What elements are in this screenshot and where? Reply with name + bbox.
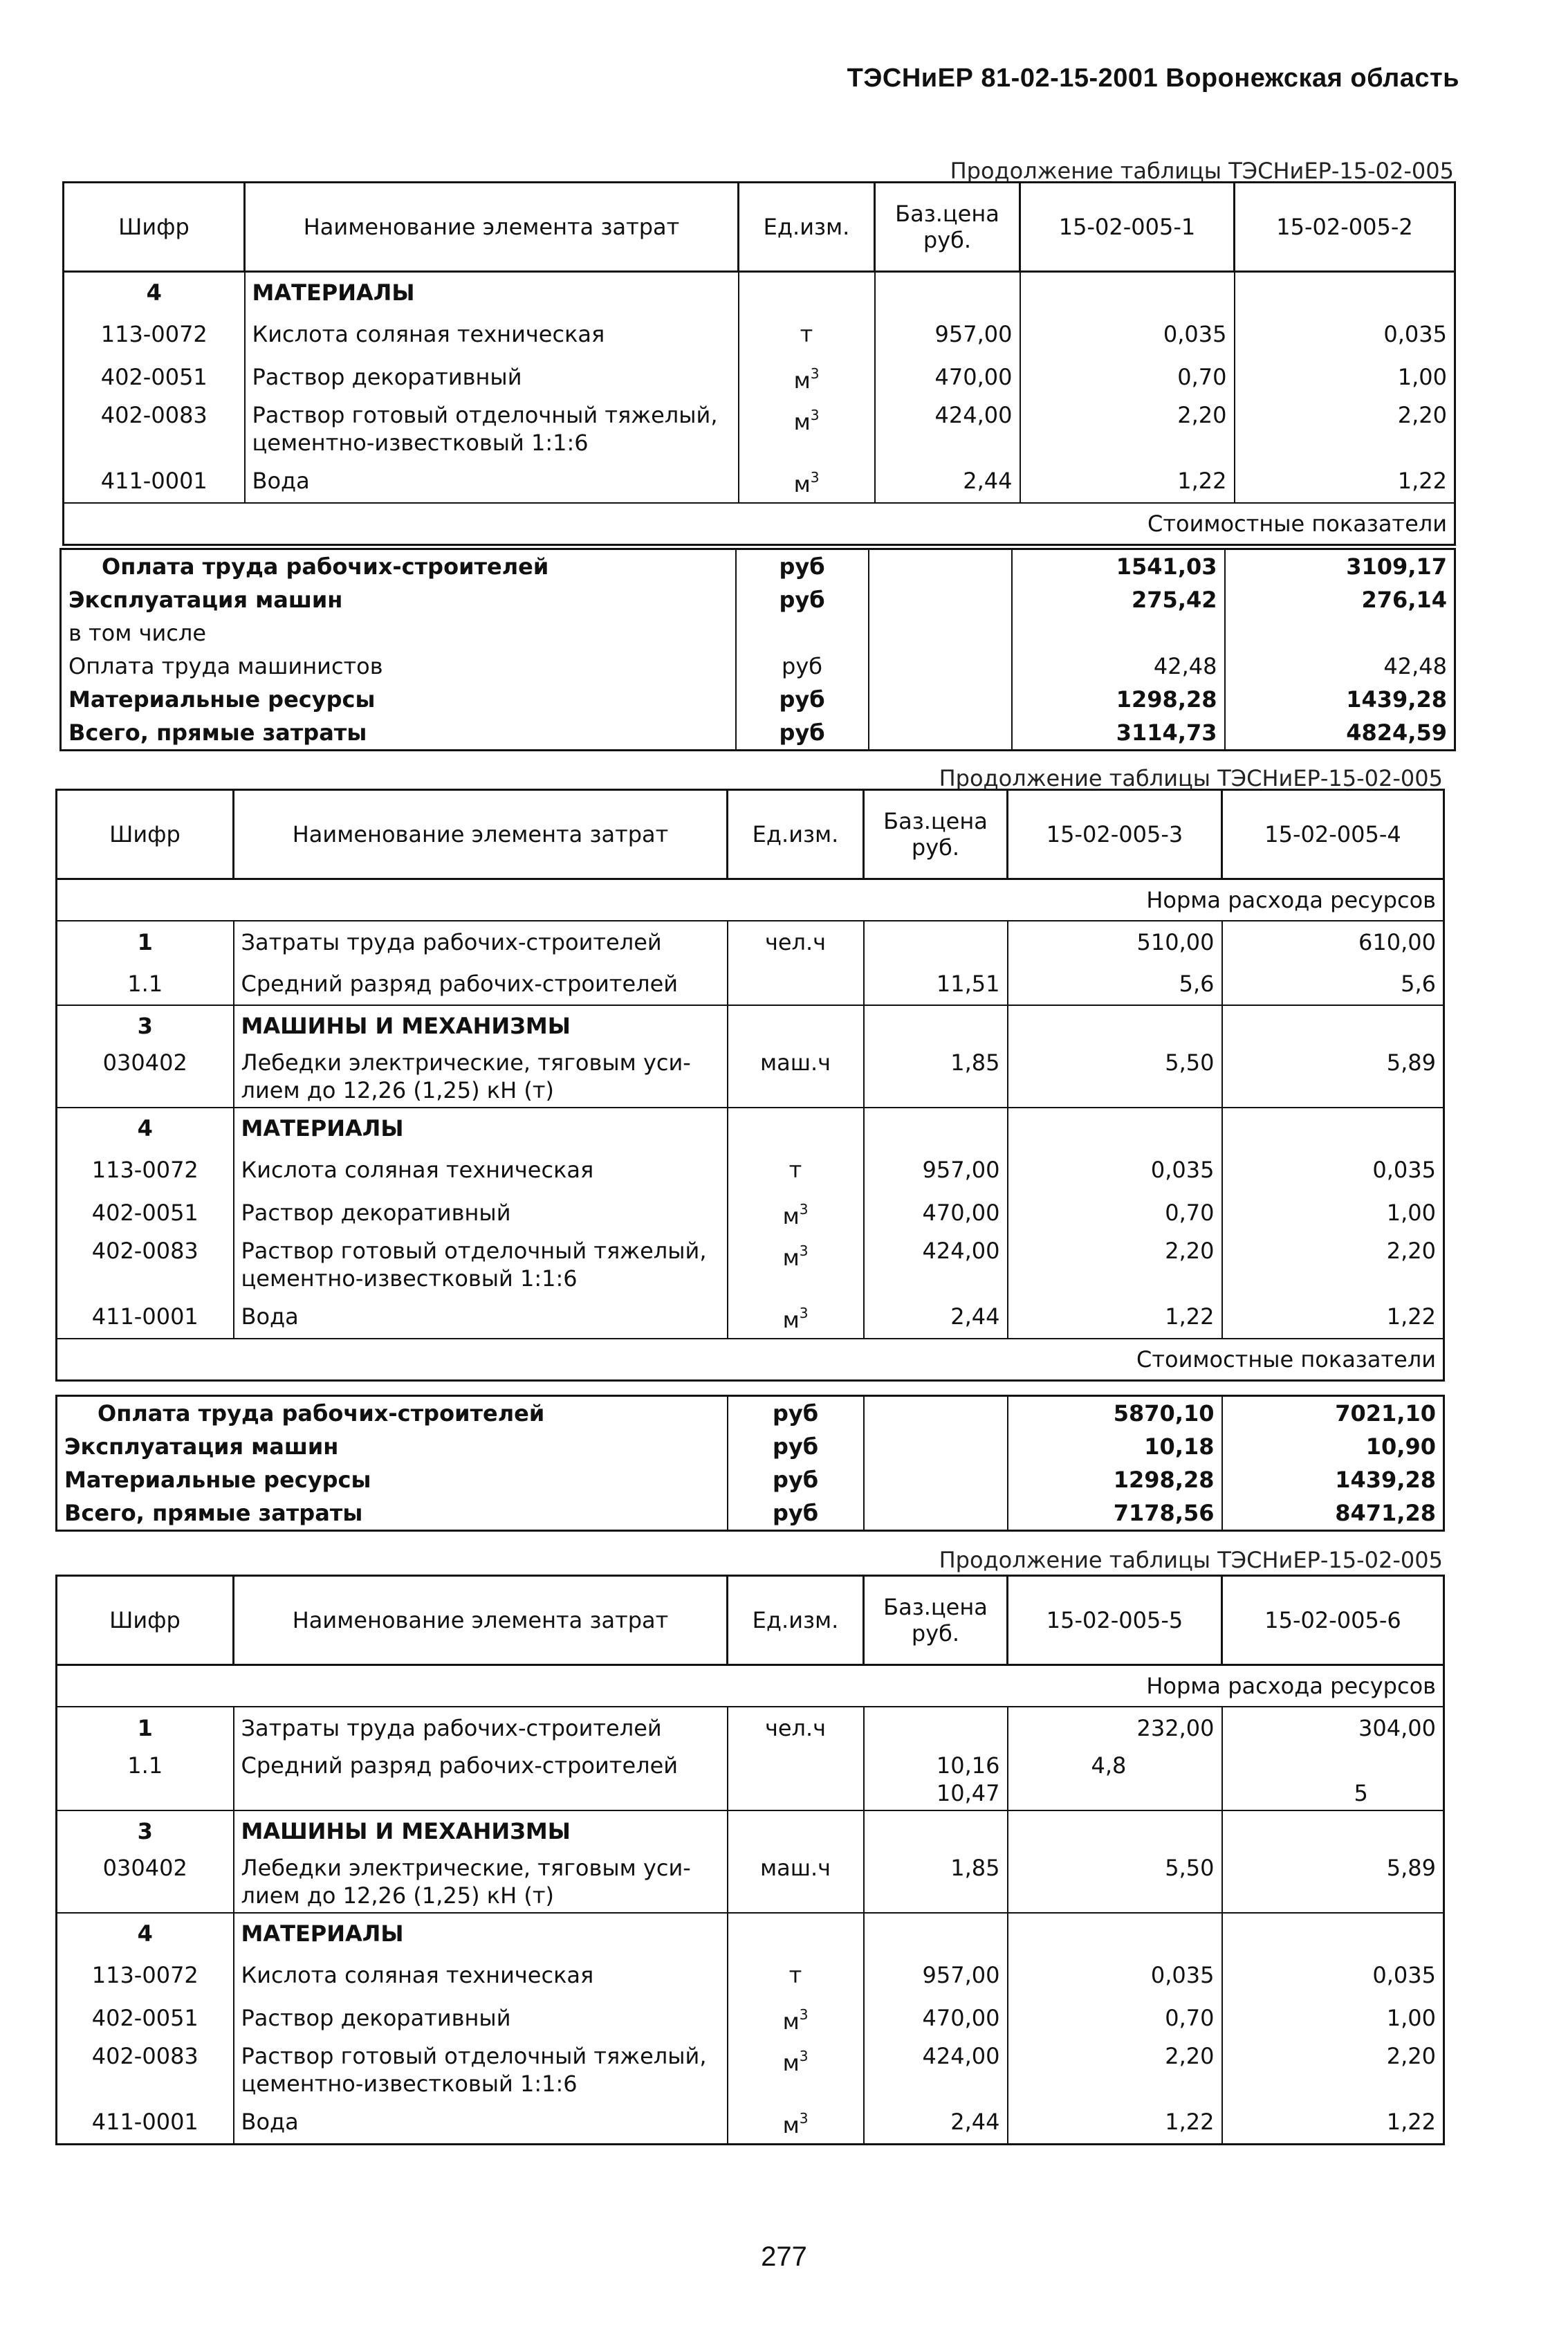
table-row: 030402 Лебедки электрические, тяговым уси- лием до 12,26 (1,25) кН (т) маш.ч 1,85 5,50 5,89 xyxy=(57,1851,1444,1913)
section-row-machines: 3 МАШИНЫ И МЕХАНИЗМЫ xyxy=(57,1810,1444,1851)
page-title: ТЭСНиЕР 81-02-15-2001 Воронежская область xyxy=(847,64,1459,93)
cost-row: Оплата труда рабочих-строителей руб 5870,10 7021,10 xyxy=(57,1396,1444,1431)
col-norm-a-header: 15-02-005-1 xyxy=(1020,183,1235,272)
cost-row: Оплата труда рабочих-строителей руб 1541,03 3109,17 xyxy=(61,549,1455,584)
section-row-materials: 4 МАТЕРИАЛЫ xyxy=(64,272,1455,313)
cost-row: Эксплуатация машин руб 10,18 10,90 xyxy=(57,1430,1444,1463)
table-continuation-caption: Продолжение таблицы ТЭСНиЕР-15-02-005 xyxy=(939,765,1443,791)
table-row: 402-0051 Раствор декоративный $м^3$ 470,00 0,70 1,00 xyxy=(64,356,1455,398)
cost-table-2 xyxy=(55,1395,1445,1532)
col-code-header: Шифр xyxy=(57,790,234,879)
table-row: 1 Затраты труда рабочих-строителей чел.ч 510,00 610,00 xyxy=(57,921,1444,963)
page-number: 277 xyxy=(761,2241,807,2272)
cost-row: Материальные ресурсы руб 1298,28 1439,28 xyxy=(61,683,1455,716)
col-norm-a-header: 15-02-005-5 xyxy=(1008,1576,1222,1665)
table-row: 113-0072 Кислота соляная техническая т 957,00 0,035 0,035 xyxy=(57,1954,1444,1997)
table-row: 030402 Лебедки электрические, тяговым уси- лием до 12,26 (1,25) кН (т) маш.ч 1,85 5,50 5,89 xyxy=(57,1046,1444,1108)
cost-indicators-band: Стоимостные показатели xyxy=(64,503,1455,545)
col-price-header: Баз.цена руб. xyxy=(875,183,1020,272)
table-row: 411-0001 Вода $м^3$ 2,44 1,22 1,22 xyxy=(57,2100,1444,2145)
table-header-row xyxy=(57,1576,1444,1665)
cost-row: Всего, прямые затраты руб 7178,56 8471,28 xyxy=(57,1496,1444,1531)
col-name-header: Наименование элемента затрат xyxy=(245,183,739,272)
col-price-header: Баз.цена руб. xyxy=(864,790,1008,879)
resource-norm-band: Норма расхода ресурсов xyxy=(57,879,1444,921)
table-row: 113-0072 Кислота соляная техническая т 957,00 0,035 0,035 xyxy=(64,313,1455,356)
col-name-header: Наименование элемента затрат xyxy=(234,1576,728,1665)
col-norm-b-header: 15-02-005-2 xyxy=(1235,183,1455,272)
table-row: 113-0072 Кислота соляная техническая т 957,00 0,035 0,035 xyxy=(57,1148,1444,1191)
table-continuation-caption: Продолжение таблицы ТЭСНиЕР-15-02-005 xyxy=(950,158,1454,184)
table-row: 1 Затраты труда рабочих-строителей чел.ч 232,00 304,00 xyxy=(57,1707,1444,1749)
table-row: 1.1 Средний разряд рабочих-строителей 11,51 5,6 5,6 xyxy=(57,963,1444,1005)
col-norm-b-header: 15-02-005-6 xyxy=(1222,1576,1444,1665)
col-norm-b-header: 15-02-005-4 xyxy=(1222,790,1444,879)
section-row-materials: 4 МАТЕРИАЛЫ xyxy=(57,1108,1444,1148)
col-code-header: Шифр xyxy=(64,183,245,272)
col-unit-header: Ед.изм. xyxy=(728,1576,864,1665)
col-code-header: Шифр xyxy=(57,1576,234,1665)
table-row: 411-0001 Вода $м^3$ 2,44 1,22 1,22 xyxy=(57,1295,1444,1339)
table-header-row xyxy=(64,183,1455,272)
table-row: 402-0083 Раствор готовый отделочный тяжелый, цементно-известковый 1:1:6 $м^3$ 424,00 2,20 2,20 xyxy=(57,2039,1444,2100)
col-unit-header: Ед.изм. xyxy=(739,183,875,272)
cost-row: Всего, прямые затраты руб 3114,73 4824,59 xyxy=(61,716,1455,751)
resource-norm-band: Норма расхода ресурсов xyxy=(57,1665,1444,1707)
table-row: 402-0083 Раствор готовый отделочный тяжелый, цементно-известковый 1:1:6 $м^3$ 424,00 2,20 2,20 xyxy=(64,398,1455,459)
col-unit-header: Ед.изм. xyxy=(728,790,864,879)
table-row: 402-0051 Раствор декоративный $м^3$ 470,00 0,70 1,00 xyxy=(57,1997,1444,2039)
table-row: 411-0001 Вода $м^3$ 2,44 1,22 1,22 xyxy=(64,459,1455,503)
col-name-header: Наименование элемента затрат xyxy=(234,790,728,879)
cost-table-1 xyxy=(59,548,1456,751)
norm-table-2 xyxy=(55,789,1445,1382)
col-norm-a-header: 15-02-005-3 xyxy=(1008,790,1222,879)
cost-row: Оплата труда машинистов руб 42,48 42,48 xyxy=(61,650,1455,683)
col-price-header: Баз.цена руб. xyxy=(864,1576,1008,1665)
table-row: 402-0083 Раствор готовый отделочный тяжелый, цементно-известковый 1:1:6 $м^3$ 424,00 2,20 2,20 xyxy=(57,1234,1444,1295)
section-row-machines: 3 МАШИНЫ И МЕХАНИЗМЫ xyxy=(57,1005,1444,1046)
table-continuation-caption: Продолжение таблицы ТЭСНиЕР-15-02-005 xyxy=(939,1547,1443,1573)
cost-row: Эксплуатация машин руб 275,42 276,14 xyxy=(61,583,1455,616)
norm-table-3 xyxy=(55,1575,1445,2145)
table-row: 1.1 Средний разряд рабочих-строителей 10,16 10,47 4,8 5 xyxy=(57,1749,1444,1810)
norm-table-1 xyxy=(62,181,1456,546)
cost-row: Материальные ресурсы руб 1298,28 1439,28 xyxy=(57,1463,1444,1496)
cost-indicators-band: Стоимостные показатели xyxy=(57,1339,1444,1381)
cost-row: в том числе xyxy=(61,616,1455,650)
table-row: 402-0051 Раствор декоративный $м^3$ 470,00 0,70 1,00 xyxy=(57,1191,1444,1234)
section-row-materials: 4 МАТЕРИАЛЫ xyxy=(57,1913,1444,1954)
table-header-row xyxy=(57,790,1444,879)
